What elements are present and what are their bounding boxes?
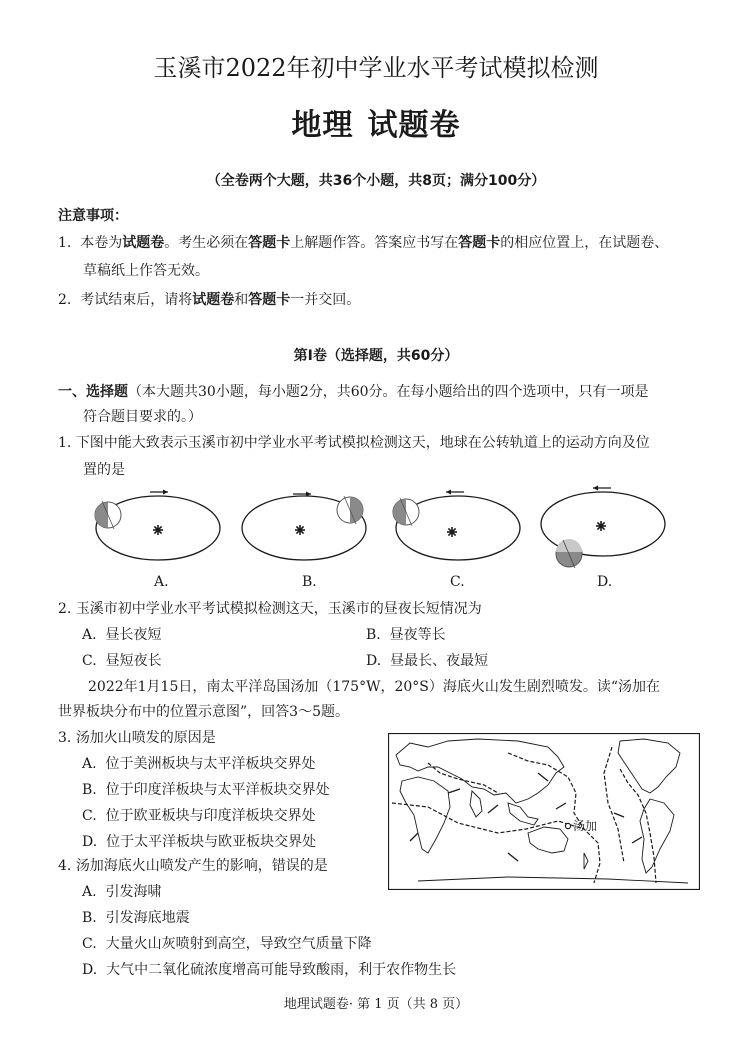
orbit-option-b — [242, 492, 366, 561]
question-number: 3. — [58, 730, 72, 746]
option-text: 位于太平洋板块与欧亚板块交界处 — [106, 834, 317, 850]
notice-text: 。考生必须在 — [164, 235, 249, 251]
direction-arrow-left — [593, 486, 611, 491]
sun-icon — [596, 521, 606, 531]
option-letter: D. — [82, 834, 98, 850]
option-q3-a[interactable] — [82, 755, 315, 773]
subject-name: 地理 — [291, 108, 354, 143]
option-text: 位于印度洋板块与太平洋板块交界处 — [105, 782, 330, 798]
notice-item-1-line2: 草稿纸上作答无效。 — [83, 263, 209, 279]
notice-text: 一并交回。 — [290, 292, 361, 308]
earth-icon — [393, 498, 419, 526]
tonga-marker — [565, 823, 570, 828]
option-text: 位于欧亚板块与印度洋板块交界处 — [105, 808, 316, 824]
notice-item-1 — [58, 234, 668, 252]
question-text: 玉溪市初中学业水平考试模拟检测这天，玉溪市的昼夜长短情况为 — [75, 601, 482, 617]
notice-text: 上解题作答。答案应书写在 — [290, 235, 459, 251]
section-label: 一、选择题 — [58, 384, 128, 400]
question-number: 1. — [58, 435, 72, 451]
option-q3-c[interactable] — [82, 807, 316, 825]
option-q3-d[interactable] — [82, 833, 316, 851]
option-letter: B. — [82, 782, 97, 798]
option-text: 昼夜等长 — [389, 627, 446, 643]
orbit-option-d — [541, 486, 665, 569]
notice-bold: 答题卡 — [248, 235, 291, 251]
plate-map — [388, 733, 700, 890]
section-intro-line2: 符合题目要求的。） — [83, 409, 202, 425]
option-letter: A. — [82, 884, 97, 900]
orbit-option-a — [95, 490, 220, 561]
question-number: 4. — [58, 858, 72, 874]
notice-item-2 — [58, 291, 360, 309]
notice-text: 本卷为 — [80, 235, 123, 251]
paper-name: 试题卷 — [367, 108, 461, 143]
option-letter: C. — [82, 808, 97, 824]
notice-bold: 试题卷 — [192, 292, 235, 308]
part1-heading: 第Ⅰ卷（选择题，共60分） — [293, 348, 459, 364]
orbit-option-c — [393, 490, 520, 561]
orbit-label-b: B. — [302, 574, 317, 590]
option-text: 引发海底地震 — [105, 910, 190, 926]
sun-icon — [153, 525, 163, 535]
option-q4-c[interactable] — [82, 935, 372, 953]
exam-subject-title — [0, 100, 752, 144]
option-text: 大气中二氧化硫浓度增高可能导致酸雨，利于农作物生长 — [106, 962, 457, 978]
option-text: 昼最长、夜最短 — [390, 653, 489, 669]
option-q4-a[interactable] — [82, 883, 161, 901]
option-letter: A. — [82, 627, 97, 643]
option-text: 引发海啸 — [105, 884, 162, 900]
question-1 — [58, 434, 650, 452]
exam-title: 玉溪市2022年初中学业水平考试模拟检测 — [153, 54, 599, 82]
exam-note: （全卷两个大题，共36个小题，共8页；满分100分） — [206, 173, 546, 189]
option-q2-d[interactable] — [366, 652, 488, 670]
question-4 — [58, 857, 328, 875]
earth-icon — [556, 539, 582, 568]
earth-icon — [95, 501, 121, 529]
orbit-label-c: C. — [450, 574, 465, 590]
option-letter: C. — [82, 936, 97, 952]
notice-text: 考试结束后，请将 — [80, 292, 193, 308]
notice-bold: 试题卷 — [122, 235, 165, 251]
notice-item-1-num: 1. — [58, 235, 72, 251]
notice-text: 的相应位置上，在试题卷、 — [500, 235, 669, 251]
tonga-label: 汤加 — [573, 819, 598, 833]
option-text: 位于美洲板块与太平洋板块交界处 — [105, 756, 316, 772]
option-text: 昼短夜长 — [105, 653, 162, 669]
section-intro — [58, 383, 649, 401]
orbit-label-d: D. — [597, 574, 613, 590]
option-text: 昼长夜短 — [105, 627, 162, 643]
direction-arrow-left — [446, 490, 464, 495]
option-letter: C. — [82, 653, 97, 669]
option-letter: D. — [82, 962, 98, 978]
option-letter: A. — [82, 756, 97, 772]
option-text: 大量火山灰喷射到高空，导致空气质量下降 — [105, 936, 372, 952]
question-text: 汤加海底火山喷发产生的影响，错误的是 — [75, 858, 328, 874]
option-q4-d[interactable] — [82, 961, 456, 979]
sun-icon — [295, 525, 305, 535]
question-text: 下图中能大致表示玉溪市初中学业水平考试模拟检测这天，地球在公转轨道上的运动方向及位 — [75, 435, 650, 451]
option-q3-b[interactable] — [82, 781, 330, 799]
notice-bold: 答题卡 — [248, 292, 291, 308]
section-text: （本大题共30小题，每小题2分，共60分。在每小题给出的四个选项中，只有一项是 — [128, 384, 649, 400]
option-letter: D. — [366, 653, 382, 669]
page-footer: 地理试题卷· 第 1 页（共 8 页） — [283, 997, 469, 1012]
option-q2-b[interactable] — [366, 626, 446, 644]
notice-item-2-num: 2. — [58, 292, 72, 308]
option-letter: B. — [366, 627, 381, 643]
notice-text: 和 — [234, 292, 249, 308]
question-number: 2. — [58, 601, 72, 617]
orbit-label-a: A. — [154, 574, 169, 590]
question-1-line2: 置的是 — [83, 462, 125, 478]
passage-line-2: 世界板块分布中的位置示意图”，回答3～5题。 — [58, 704, 349, 720]
notice-bold: 答题卡 — [458, 235, 501, 251]
option-letter: B. — [82, 910, 97, 926]
question-text: 汤加火山喷发的原因是 — [75, 730, 216, 746]
sun-icon — [447, 527, 457, 537]
option-q2-c[interactable] — [82, 652, 162, 670]
question-2 — [58, 600, 482, 618]
option-q4-b[interactable] — [82, 909, 190, 927]
direction-arrow-right — [150, 490, 168, 495]
question-3 — [58, 729, 216, 747]
notice-heading: 注意事项： — [58, 208, 128, 224]
option-q2-a[interactable] — [82, 626, 161, 644]
passage-line-1: 2022年1月15日，南太平洋岛国汤加（175°W，20°S）海底火山发生剧烈喷发。读“汤加在 — [88, 679, 661, 695]
earth-icon — [337, 496, 363, 524]
